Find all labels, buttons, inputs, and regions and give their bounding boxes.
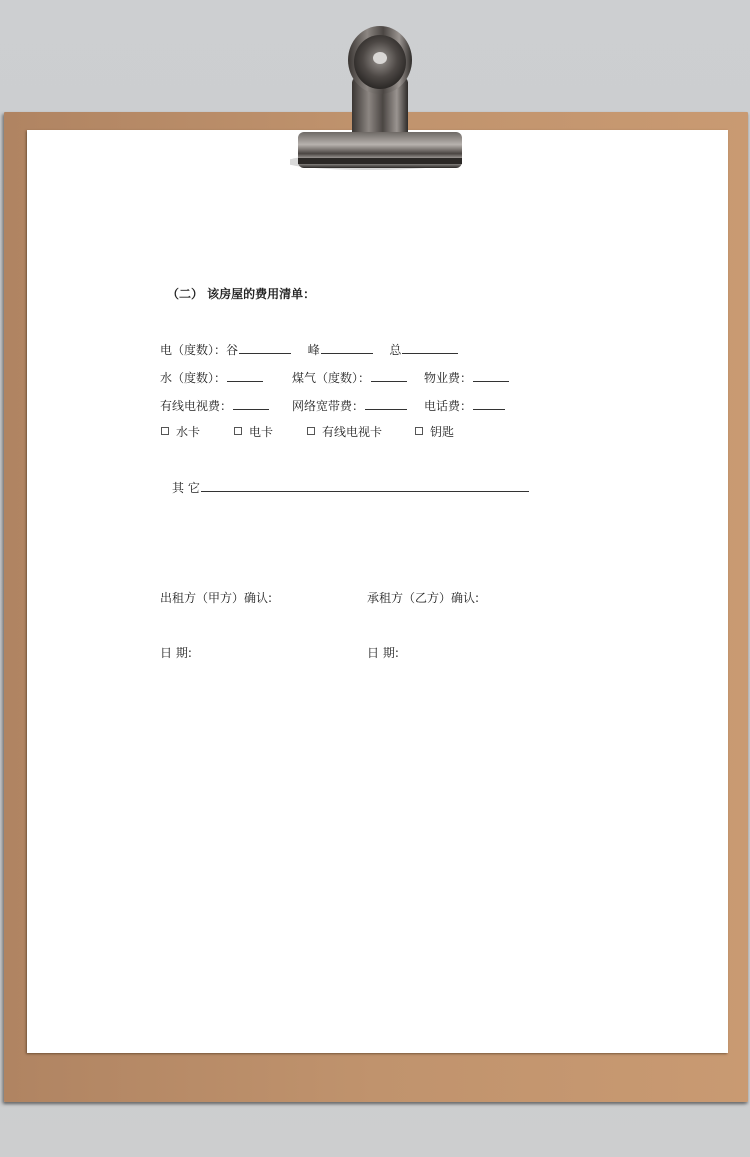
total-field[interactable] (402, 342, 458, 354)
tenant-date-label: 日 期: (367, 646, 399, 660)
checkbox-icon[interactable] (307, 427, 315, 435)
water-field[interactable] (227, 370, 263, 382)
checkbox-keys[interactable] (415, 425, 454, 439)
broadband-fee-label: 网络宽带费： (292, 399, 365, 413)
cable-tv-group (160, 398, 269, 413)
section-title: （二） 该房屋的费用清单： (167, 287, 316, 301)
cable-tv-fee-label: 有线电视费： (160, 399, 233, 413)
checkbox-water-card[interactable] (161, 425, 200, 439)
property-group (424, 370, 509, 385)
peak-label: 峰 (307, 343, 320, 357)
checkbox-label: 钥匙 (430, 425, 455, 439)
checkbox-icon[interactable] (234, 427, 242, 435)
total-label: 总 (389, 343, 402, 357)
binder-clip-icon (290, 22, 470, 172)
electricity-row (160, 342, 458, 357)
peak-field[interactable] (321, 342, 373, 354)
cable-tv-fee-field[interactable] (233, 398, 269, 410)
electricity-label: 电（度数）： (160, 343, 227, 357)
water-label: 水（度数）： (160, 371, 227, 385)
other-group (172, 480, 529, 495)
broadband-group (292, 398, 407, 413)
tenant-confirm-label: 承租方（乙方）确认: (367, 591, 480, 605)
landlord-date-label: 日 期: (160, 646, 192, 660)
checkbox-cable-tv-card[interactable] (307, 425, 382, 439)
phone-fee-field[interactable] (473, 398, 505, 410)
property-fee-field[interactable] (473, 370, 509, 382)
checkbox-icon[interactable] (415, 427, 423, 435)
other-label: 其 它 (172, 481, 200, 495)
phone-fee-label: 电话费： (424, 399, 473, 413)
other-field[interactable] (201, 480, 529, 492)
checkbox-icon[interactable] (161, 427, 169, 435)
water-group (160, 370, 263, 385)
property-fee-label: 物业费： (424, 371, 473, 385)
broadband-fee-field[interactable] (365, 398, 407, 410)
valley-field[interactable] (239, 342, 291, 354)
phone-group (424, 398, 505, 413)
checkbox-label: 电卡 (249, 425, 274, 439)
checkbox-electric-card[interactable] (234, 425, 273, 439)
valley-label: 谷 (226, 343, 239, 357)
gas-group (292, 370, 407, 385)
checkbox-label: 有线电视卡 (322, 425, 383, 439)
gas-label: 煤气（度数）： (292, 371, 371, 385)
gas-field[interactable] (371, 370, 407, 382)
checkbox-label: 水卡 (176, 425, 201, 439)
landlord-confirm-label: 出租方（甲方）确认: (160, 591, 273, 605)
